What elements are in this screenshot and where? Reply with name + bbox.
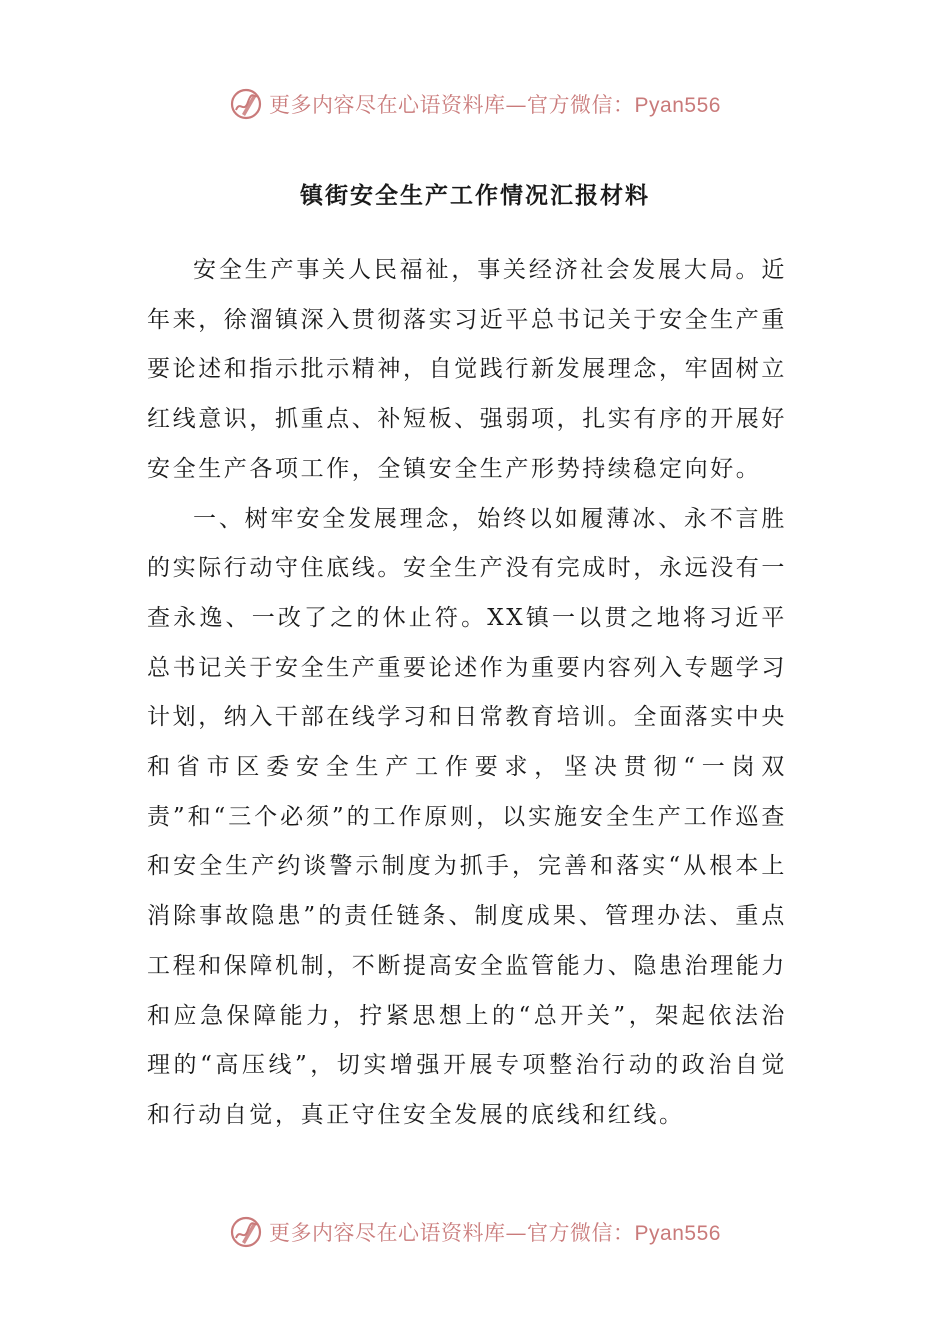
paragraph-1: 安全生产事关人民福祉，事关经济社会发展大局。近年来，徐溜镇深入贯彻落实习近平总书记关于安全生产重要论述和指示批示精神，自觉践行新发展理念，牢固树立红线意识，抓重点、补短板、强弱项，扎实有序的开展好安全生产各项工作，全镇安全生产形势持续稳定向好。 bbox=[147, 257, 787, 482]
paragraph-2: 一、树牢安全发展理念，始终以如履薄冰、永不言胜的实际行动守住底线。安全生产没有完成时，永远没有一查永逸、一改了之的休止符。XX镇一以贯之地将习近平总书记关于安全生产重要论述作为重要内容列入专题学习计划，纳入干部在线学习和日常教育培训。全面落实中央和省市区委安全生产工作要求，坚决贯彻“一岗双责”和“三个必须”的工作原则，以实施安全生产工作巡查和安全生产约谈警示制度为抓手，完善和落实“从根本上消除事故隐患”的责任链条、制度成果、管理办法、重点工程和保障机制，不断提高安全监管能力、隐患治理能力和应急保障能力，拧紧思想上的“总开关”，架起依法治理的“高压线”，切实增强开展专项整治行动的政治自觉和行动自觉，真正守住安全发展的底线和红线。 bbox=[147, 505, 787, 1128]
pen-signature-logo-icon bbox=[229, 87, 263, 121]
wechat-id: Pyan556 bbox=[634, 1222, 721, 1245]
watermark-text: 更多内容尽在心语资料库—官方微信：Pyan556 bbox=[269, 1221, 721, 1245]
header-watermark-banner bbox=[0, 84, 950, 124]
pen-signature-logo-icon bbox=[229, 1215, 263, 1249]
wechat-id: Pyan556 bbox=[634, 94, 721, 117]
watermark-content bbox=[229, 1215, 721, 1249]
document-body bbox=[147, 246, 787, 1141]
footer-watermark-banner bbox=[0, 1212, 950, 1252]
watermark-text: 更多内容尽在心语资料库—官方微信：Pyan556 bbox=[269, 93, 721, 117]
document-title: 镇街安全生产工作情况汇报材料 bbox=[300, 182, 650, 209]
watermark-content bbox=[229, 87, 721, 121]
